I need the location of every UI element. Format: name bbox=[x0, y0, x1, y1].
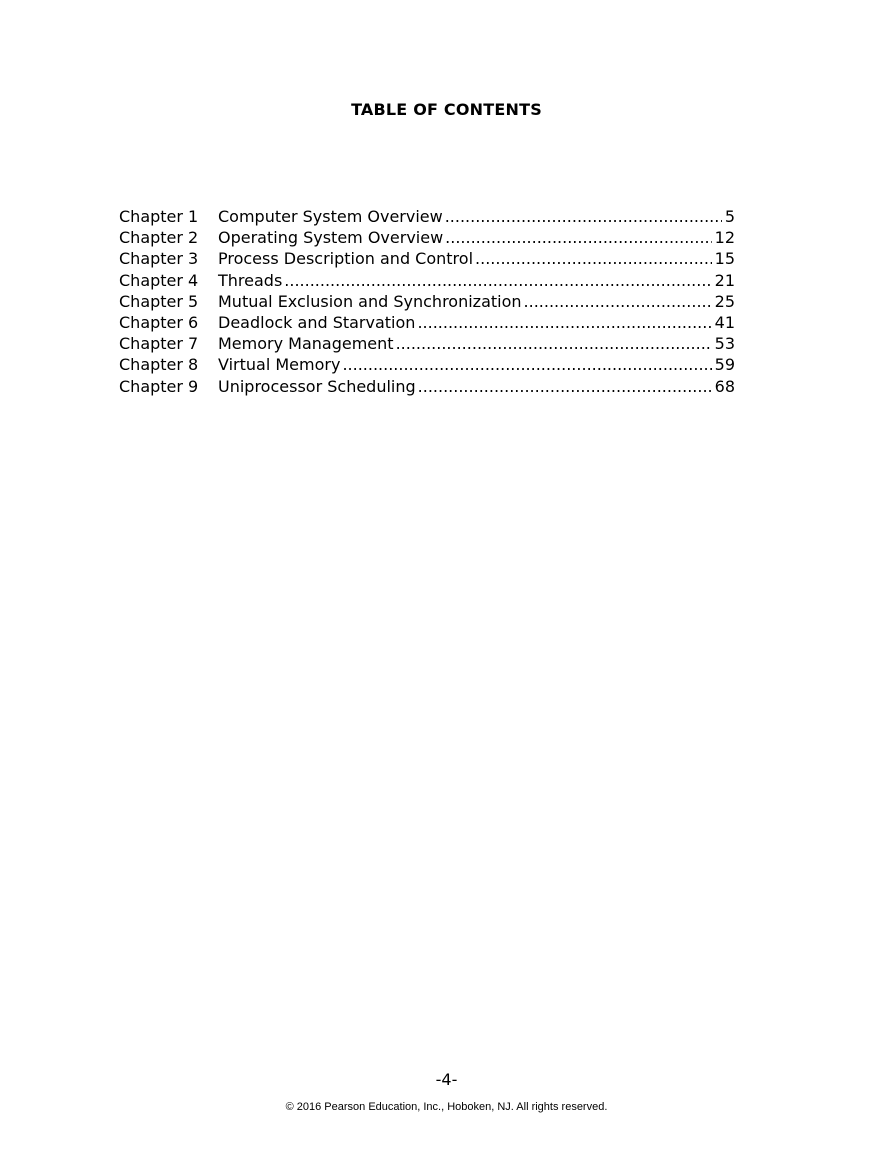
toc-chapter-label: Chapter 5 bbox=[119, 291, 199, 311]
toc-page-number: 25 bbox=[714, 291, 735, 311]
toc-dot-leader bbox=[524, 291, 712, 312]
toc-chapter-title: Operating System Overview bbox=[218, 228, 444, 248]
toc-chapter-label: Chapter 7 bbox=[119, 334, 199, 354]
toc-chapter-label: Chapter 8 bbox=[119, 355, 199, 375]
page-title: TABLE OF CONTENTS bbox=[351, 100, 542, 119]
table-of-contents bbox=[119, 206, 735, 397]
toc-dot-leader bbox=[475, 248, 712, 269]
toc-chapter-title: Memory Management bbox=[218, 334, 394, 354]
toc-entry[interactable] bbox=[119, 312, 735, 333]
toc-chapter-title: Uniprocessor Scheduling bbox=[218, 376, 416, 396]
toc-page-number: 68 bbox=[714, 376, 735, 396]
toc-chapter-label: Chapter 2 bbox=[119, 228, 199, 248]
toc-chapter-title: Threads bbox=[218, 270, 283, 290]
toc-entry[interactable] bbox=[119, 354, 735, 375]
toc-chapter-title: Process Description and Control bbox=[218, 249, 474, 269]
toc-chapter-title: Mutual Exclusion and Synchronization bbox=[218, 291, 522, 311]
toc-page-number: 5 bbox=[724, 207, 735, 226]
toc-chapter-label: Chapter 3 bbox=[119, 249, 199, 269]
toc-page-number: 59 bbox=[714, 355, 735, 375]
toc-entry[interactable] bbox=[119, 206, 735, 227]
toc-entry[interactable] bbox=[119, 248, 735, 269]
toc-chapter-title: Deadlock and Starvation bbox=[218, 312, 416, 332]
toc-chapter-title: Virtual Memory bbox=[218, 355, 341, 375]
toc-page-number: 21 bbox=[714, 270, 735, 290]
toc-dot-leader bbox=[342, 354, 711, 375]
toc-entry[interactable] bbox=[119, 227, 735, 248]
toc-page-number: 53 bbox=[714, 334, 735, 354]
toc-entry[interactable] bbox=[119, 291, 735, 312]
page-number: -4- bbox=[435, 1070, 458, 1089]
toc-entry[interactable] bbox=[119, 270, 735, 291]
copyright-notice: © 2016 Pearson Education, Inc., Hoboken, NJ. All rights reserved. bbox=[285, 1101, 608, 1113]
toc-chapter-label: Chapter 4 bbox=[119, 270, 199, 290]
toc-dot-leader bbox=[418, 376, 712, 397]
toc-entry[interactable] bbox=[119, 376, 735, 397]
toc-dot-leader bbox=[445, 206, 722, 227]
toc-dot-leader bbox=[396, 333, 712, 354]
toc-chapter-title: Computer System Overview bbox=[218, 207, 443, 226]
toc-dot-leader bbox=[445, 227, 711, 248]
toc-page-number: 15 bbox=[714, 249, 735, 269]
toc-dot-leader bbox=[417, 312, 711, 333]
toc-chapter-label: Chapter 1 bbox=[119, 207, 199, 226]
toc-page-number: 41 bbox=[714, 312, 735, 332]
toc-chapter-label: Chapter 9 bbox=[119, 376, 199, 396]
toc-dot-leader bbox=[284, 270, 711, 291]
toc-page-number: 12 bbox=[714, 228, 735, 248]
toc-chapter-label: Chapter 6 bbox=[119, 312, 199, 332]
toc-entry[interactable] bbox=[119, 333, 735, 354]
